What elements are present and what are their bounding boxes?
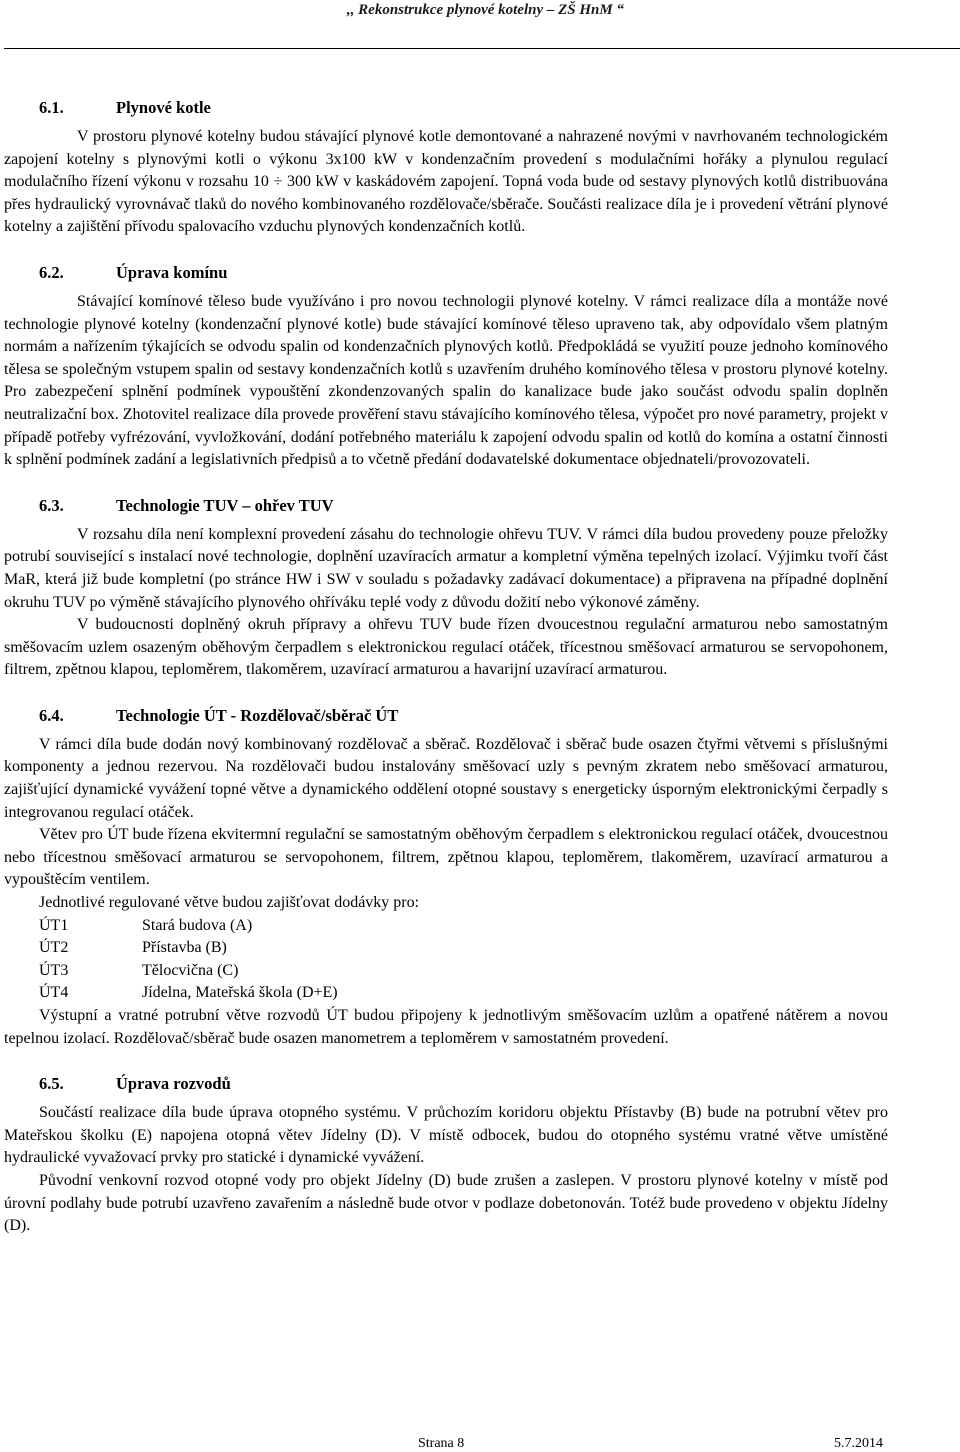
paragraph: V rozsahu díla není komplexní provedení zásahu do technologie ohřevu TUV. V rámci díla budou provedeny pouze přeložky potrubí související s instalací nové technologie, doplnění uzavíracích armatur a kompletní výměna tepelných izolací. Výjimku tvoří část MaR, která již bude kompletní (po stránce HW i SW v souladu s požadavky zadávací dokumentace) a připravena na případné doplnění okruhu TUV po výměně stávajícího plynového ohříváku teplé vody z důvodu dožití nebo výkonové záměny. [4, 525, 888, 611]
section-heading-6-2 [4, 261, 888, 285]
branch-name: Přístavba (B) [142, 939, 227, 957]
section-heading-6-4 [4, 704, 888, 728]
paragraph: Výstupní a vratné potrubní větve rozvodů ÚT budou připojeny k jednotlivým směšovacím uzlům a opatřené nátěrem a novou tepelnou izolací. Rozdělovač/sběrač bude osazen manometrem a teploměrem v samostatném provedení. [4, 1007, 888, 1047]
paragraph: V prostoru plynové kotelny budou stávající plynové kotle demontované a nahrazené novými v navrhovaném technologickém zapojení kotelny s plynovými kotli o výkonu 3x100 kW v kondenzačním provedení s modulačními hořáky a plynulou regulací modulačního řízení výkonu v rozsahu 10 ÷ 300 kW v kaskádovém zapojení. Topná voda bude od sestavy plynových kotlů distribuována přes hydraulický vyrovnávač tlaků do nového kombinovaného rozdělovače/sběrače. Součásti realizace díla je i provedení větrání plynové kotelny a zajištění přívodu spalovacího vzduchu plynových kondenzačních kotlů. [4, 128, 888, 236]
section-title: Úprava komínu [116, 262, 228, 282]
section-title: Technologie TUV – ohřev TUV [116, 495, 334, 515]
branch-name: Tělocvična (C) [142, 961, 239, 979]
branch-code: ÚT3 [39, 961, 69, 979]
document-body [4, 96, 888, 1238]
section-heading-6-5 [4, 1072, 888, 1096]
section-number: 6.2. [39, 262, 64, 282]
section-number: 6.5. [39, 1074, 64, 1094]
header-rule [4, 48, 960, 49]
section-heading-6-1 [4, 96, 888, 120]
list-item [39, 937, 888, 960]
paragraph: V rámci díla bude dodán nový kombinovaný rozdělovač a sběrač. Rozdělovač i sběrač bude osazen čtyřmi větvemi s příslušnými komponenty a jednou rezervou. Na rozdělovači budou instalovány směšovací uzly s pevným zkratem nebo směšovací armaturou, zajišťující dynamické vyvážení topné větve a dynamického oddělení otopné soustavy s energeticky úsporným elektronickými čerpadly s integrovanou regulací otáček. [4, 735, 888, 821]
branch-code: ÚT1 [39, 916, 69, 934]
paragraph: Stávající komínové těleso bude využíváno i pro novou technologii plynové kotelny. V rámci realizace díla a montáže nové technologie plynové kotelny (kondenzační plynové kotle) bude stávající komínové těleso upraveno tak, aby odpovídalo všem platným normám a nařízením týkajících se odvodu spalin od kondenzačních plynových kotlů. Předpokládá se využití pouze jednoho komínového tělesa se společným vstupem spalin od sestavy kondenzačních kotlů s uzavřením druhého komínového tělesa v prostoru plynové kotelny. Pro zabezpečení splnění podmínek vypouštění zkondenzovaných spalin do kanalizace bude jako součást odvodu spalin doplněn neutralizační box. Zhotovitel realizace díla provede prověření stavu stávajícího komínového tělesa, výpočet pro nové parametry, projekt v případě potřeby vyfrézování, vyvložkování, dodání potřebného materiálu k zapojení odvodu spalin od kotlů do komína a ostatní činnosti k splnění podmínek zadání a legislativních předpisů a to včetně předání dodavatelské dokumentace objednateli/provozovateli. [4, 292, 888, 469]
branch-list [4, 915, 888, 1005]
page-number: Strana 8 [418, 1436, 465, 1451]
document-header: ,, Rekonstrukce plynové kotelny – ZŠ HnM “ [346, 2, 624, 18]
section-title: Úprava rozvodů [116, 1074, 231, 1094]
list-item [39, 960, 888, 983]
paragraph: Jednotlivé regulované větve budou zajišťovat dodávky pro: [39, 894, 420, 912]
section-title: Plynové kotle [116, 98, 211, 117]
list-item [39, 982, 888, 1005]
list-item [39, 915, 888, 938]
paragraph: Větev pro ÚT bude řízena ekvitermní regulační se samostatným oběhovým čerpadlem s elektronickou regulací otáček, dvoucestnou nebo třícestnou směšovací armaturou se servopohonem, filtrem, zpětnou klapou, teploměrem, tlakoměrem, uzavírací armaturou a vypouštěcím ventilem. [4, 826, 888, 889]
paragraph: Součástí realizace díla bude úprava otopného systému. V průchozím koridoru objektu Přístavby (B) bude na potrubní větev pro Mateřskou školku (E) napojena otopná větev Jídelny (D). V místě odbocek, budou do otopného systému vratné větve umístěné hydraulické vyvažovací prvky pro statické i dynamické vyvážení. [4, 1104, 888, 1167]
branch-name: Stará budova (A) [142, 916, 253, 934]
paragraph: Původní venkovní rozvod otopné vody pro objekt Jídelny (D) bude zrušen a zaslepen. V prostoru plynové kotelny v místě pod úrovní podlahy bude potrubí uzavřeno zavařením a následně bude otvor v podlaze dobetonován. Totéž bude provedeno v objektu Jídelny (D). [4, 1171, 888, 1235]
section-number: 6.3. [39, 495, 64, 515]
section-title: Technologie ÚT - Rozdělovač/sběrač ÚT [116, 705, 399, 725]
section-number: 6.4. [39, 705, 64, 725]
branch-name: Jídelna, Mateřská škola (D+E) [142, 984, 338, 1002]
document-date: 5.7.2014 [834, 1436, 883, 1451]
section-number: 6.1. [39, 98, 64, 117]
section-heading-6-3 [4, 494, 888, 518]
branch-code: ÚT2 [39, 939, 69, 957]
paragraph: V budoucnosti doplněný okruh přípravy a ohřevu TUV bude řízen dvoucestnou regulační armaturou nebo samostatným směšovacím uzlem osazeným oběhovým čerpadlem s elektronickou regulací otáček, třícestnou směšovací armaturou se servopohonem, filtrem, zpětnou klapou, teploměrem, tlakoměrem, uzavírací armaturou a havarijní uzavírací armaturou. [4, 616, 888, 679]
branch-code: ÚT4 [39, 984, 69, 1002]
